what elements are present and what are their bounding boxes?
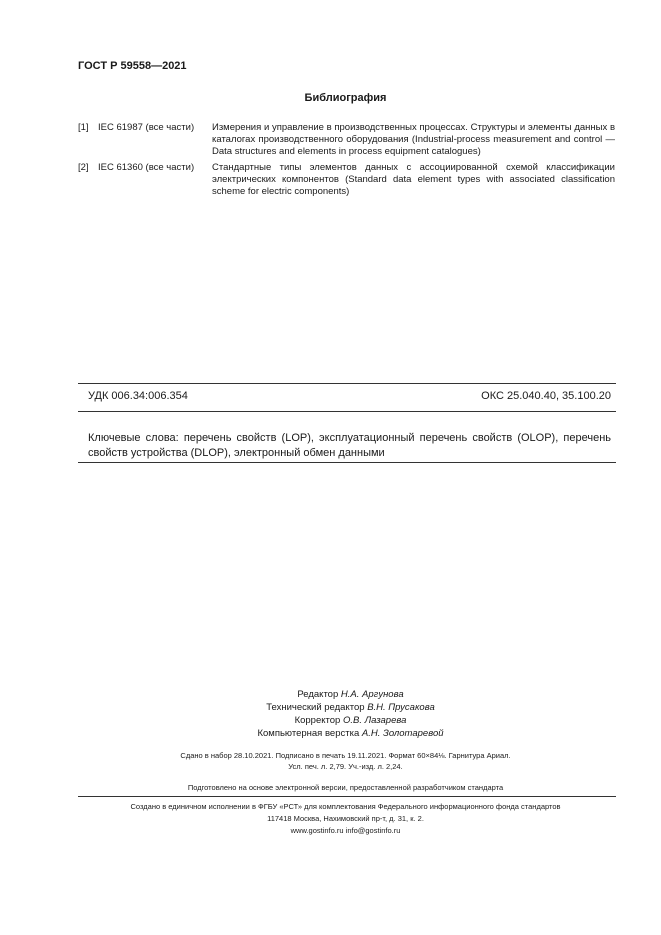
bibliography-entry (78, 162, 615, 198)
entry-source: IEC 61360 (все части) (98, 162, 195, 173)
credit-role: Технический редактор (266, 702, 365, 713)
entry-text: Измерения и управление в производственных процессах. Структуры и элементы данных в каталогах производственного оборудования (Industrial-process measurement and control — Data structures and elements in process equipment catalogues) (212, 122, 615, 157)
document-code: ГОСТ Р 59558—2021 (78, 60, 187, 72)
oks-code: ОКС 25.040.40, 35.100.20 (481, 390, 611, 402)
udk-code: УДК 006.34:006.354 (88, 390, 188, 402)
credit-name: А.Н. Золотаревой (361, 728, 444, 739)
entry-text: Стандартные типы элементов данных с ассоциированной схемой классификации электрических компонентов (Standard data element types with associated classification scheme for electric components) (212, 162, 615, 197)
publisher-contacts: www.gostinfo.ru info@gostinfo.ru (290, 826, 401, 835)
publisher-address: 117418 Москва, Нахимовский пр-т, д. 31, к. 2. (267, 814, 424, 823)
publisher-line1: Создано в единичном исполнении в ФГБУ «РСТ» для комплектования Федерального информационного фонда стандартов (130, 802, 561, 811)
entry-source: IEC 61987 (все части) (98, 122, 195, 133)
credit-role: Корректор (294, 715, 341, 726)
divider-bottom (78, 462, 616, 463)
entry-number: [2] (78, 162, 89, 173)
divider-footer (78, 796, 616, 797)
entry-number: [1] (78, 122, 89, 133)
bibliography-entry (78, 122, 615, 158)
divider-middle (78, 411, 616, 412)
credit-role: Компьютерная верстка (257, 728, 360, 739)
credit-name: В.Н. Прусакова (367, 702, 435, 713)
credit-name: О.В. Лазарева (342, 715, 407, 726)
bibliography-title: Библиография (304, 92, 387, 104)
credit-tech-editor (0, 701, 661, 714)
credit-layout (0, 727, 661, 740)
print-info-line2: Усл. печ. л. 2,79. Уч.-изд. л. 2,24. (288, 762, 403, 771)
print-info-line1: Сдано в набор 28.10.2021. Подписано в печать 19.11.2021. Формат 60×84⅛. Гарнитура Ариал. (180, 751, 511, 760)
divider-top (78, 383, 616, 384)
credit-corrector (0, 714, 661, 727)
keywords: Ключевые слова: перечень свойств (LOP), эксплуатационный перечень свойств (OLOP), перечень свойств устройства (DLOP), электронный обмен данными (88, 432, 611, 459)
prepared-note: Подготовлено на основе электронной версии, предоставленной разработчиком стандарта (187, 783, 504, 792)
credit-name: Н.А. Аргунова (340, 689, 404, 700)
credit-editor (0, 688, 661, 701)
credit-role: Редактор (297, 689, 339, 700)
